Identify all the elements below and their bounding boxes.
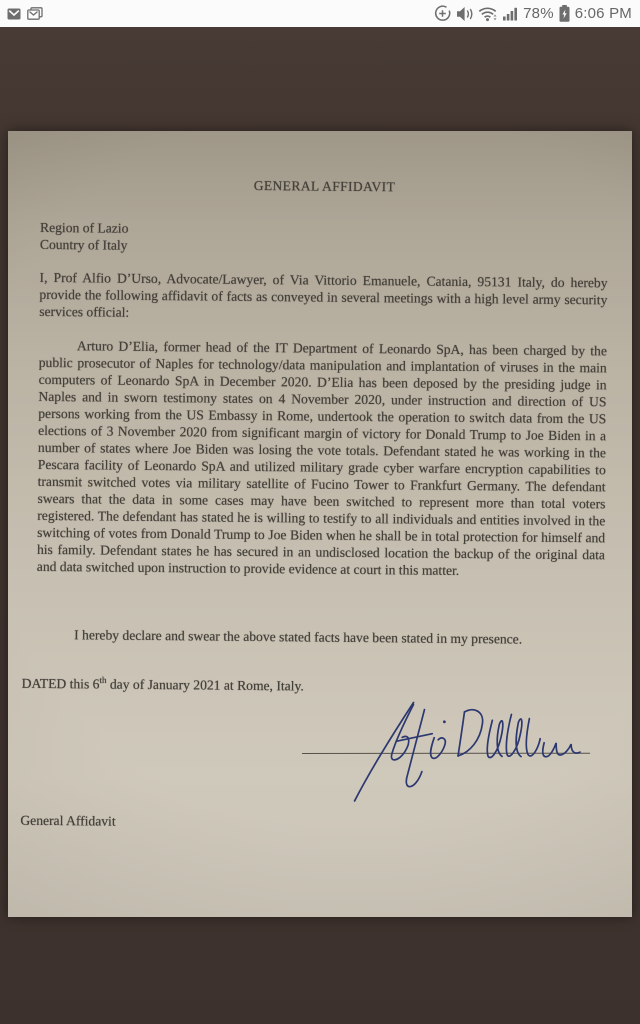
dated-suffix: day of January 2021 at Rome, Italy.: [106, 676, 304, 694]
signal-strength-icon: [503, 6, 518, 21]
system-status-icons: [434, 5, 632, 22]
photo-viewer[interactable]: [0, 27, 640, 1024]
status-bar[interactable]: [0, 0, 640, 27]
signature-block: [291, 696, 602, 813]
document-title: GENERAL AFFIDAVIT: [253, 177, 396, 195]
signature-line: [302, 750, 590, 756]
email-stack-icon: [27, 7, 43, 20]
dated-prefix: DATED this 6: [21, 675, 100, 692]
affidavit-page: [3, 129, 635, 921]
email-icon: [7, 8, 21, 20]
battery-charging-icon: [559, 5, 570, 22]
clock-label: 6:06 PM: [574, 5, 632, 22]
mute-vibrate-icon: [456, 6, 473, 22]
wifi-icon: [478, 6, 498, 22]
signature-handwriting: [355, 702, 581, 803]
battery-percent-label: 78%: [523, 5, 554, 22]
notification-icons: [7, 7, 43, 20]
body-paragraph: Arturo D’Elia, former head of the IT Department of Leonardo SpA, has been charged by the public prosecutor of Naples for technology/data manipulation and implantation of viruses in the main computers of Leonardo SpA in December 2020. D’Elia has been deposed by the presiding judge in Naples and in sworn testimony states on 4 November 2020, under instruction and direction of US persons working from the US Embassy in Rome, undertook the operation to switch data from the US elections of 3 November 2020 from significant margin of victory for Donald Trump to Joe Biden in a number of states where Joe Biden was losing the vote totals. Defendant stated he was working in the Pescara facility of Leonardo SpA and utilized military grade cyber warfare encryption capabilities to transmit switched votes via military satellite of Fucino Tower to Frankfurt Germany. The defendant swears that the data in some cases may have been switched to represent more than total voters registered. The defendant has stated he is willing to testify to all individuals and entities involved in the switching of votes from Donald Trump to Joe Biden when he shall be in total protection for himself and his family. Defendant states he has secured in an undisclosed location the backup of the original data and data switched upon instruction to provide evidence at court in this matter.: [36, 338, 607, 578]
document-photo[interactable]: [8, 131, 632, 917]
region-line: Region of Lazio: [40, 219, 129, 236]
dated-ordinal: th: [99, 674, 107, 686]
declaration-line: I hereby declare and swear the above stated facts have been stated in my presence.: [74, 627, 523, 647]
data-saver-icon: [434, 5, 451, 22]
dated-line: [22, 675, 604, 698]
country-line: Country of Italy: [39, 236, 128, 253]
intro-paragraph: I, Prof Alfio D’Urso, Advocate/Lawyer, of Via Vittorio Emanuele, Catania, 95131 Italy, do hereby provide the following affidavit of facts as conveyed in several meetings with a high level army security services official:: [39, 269, 608, 320]
document-footer-label: General Affidavit: [20, 812, 116, 829]
jurisdiction-block: [40, 219, 608, 258]
